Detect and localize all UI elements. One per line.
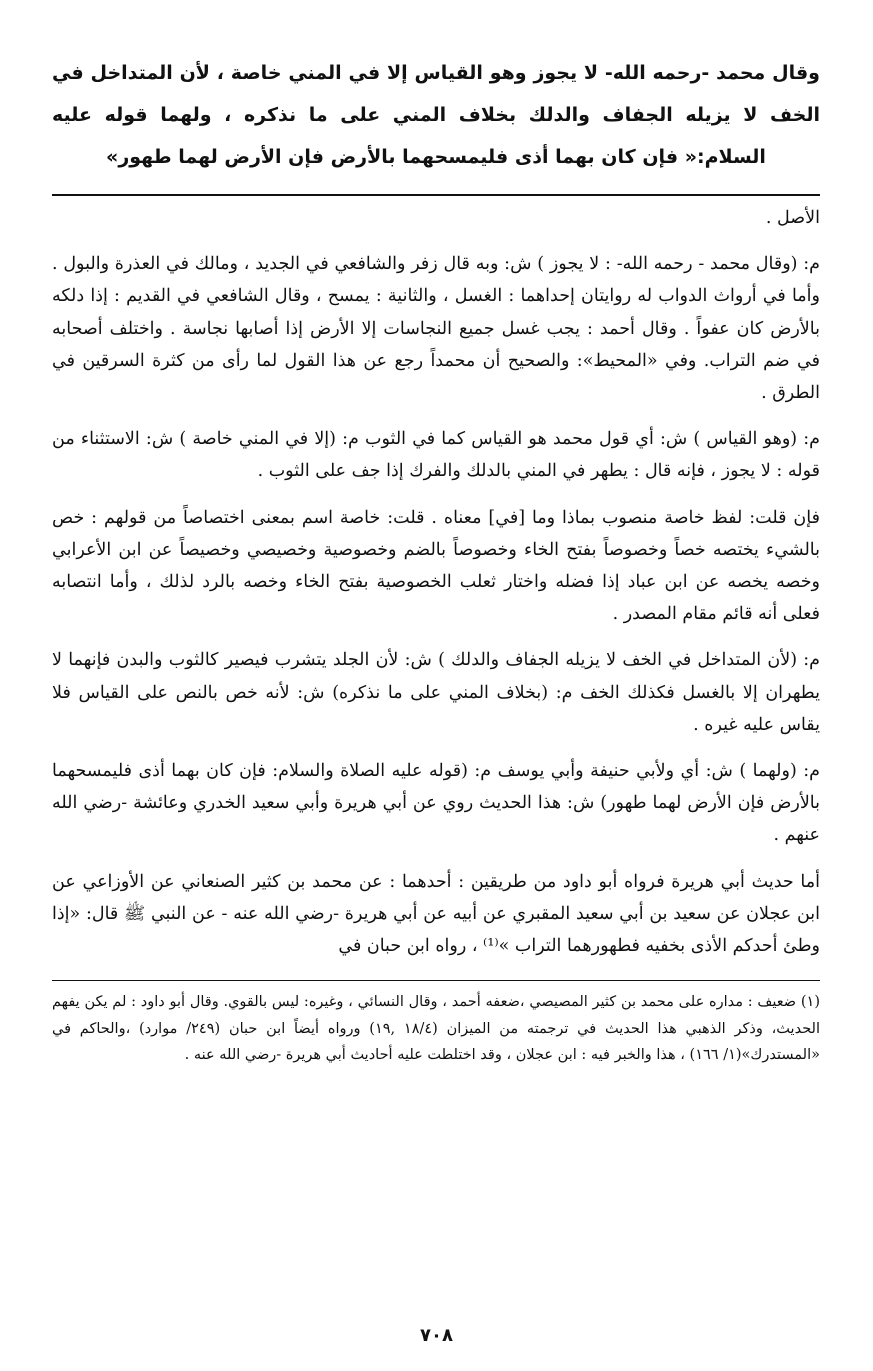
commentary-paragraph-4: م: (لأن المتداخل في الخف لا يزيله الجفاف والدلك ) ش: لأن الجلد يتشرب فيصير كالثوب والبدن فإنهما لا يطهران إلا بالغسل فكذلك الخف م: (بخلاف المني على ما نذكره) ش: لأنه خص بالنص على القياس فلا يقاس عليه غيره . xyxy=(52,650,820,735)
footnote: (١) ضعيف : مداره على محمد بن كثير المصيصي ،ضعفه أحمد ، وقال النسائي ، وغيره: ليس بالقوي. وقال أبو داود : لم يكن يفهم الحديث، وذكر الذهبي هذا الحديث في ترجمته من الميزان (١٨/٤ ,١٩) ورواه أيضاً ابن حبان (٢٤٩/ موارد) ،والحاكم في «المستدرك»(١/ ١٦٦) ، هذا والخبر فيه : ابن عجلان ، وقد اختلطت عليه أحاديث أبي هريرة -رضي الله عنه . xyxy=(52,994,821,1064)
commentary-paragraph-2: م: (وهو القياس ) ش: أي قول محمد هو القياس كما في الثوب م: (إلا في المني خاصة ) ش: الاستثناء من قوله : لا يجوز ، فإنه قال : يطهر في المني بالدلك والفرك إذا جف على الثوب . xyxy=(52,429,820,482)
commentary-paragraph-1: م: (وقال محمد - رحمه الله- : لا يجوز ) ش: وبه قال زفر والشافعي في الجديد ، ومالك في العذرة والبول . وأما في أرواث الدواب له روايتان إحداهما : الغسل ، والثانية : يمسح ، وقال الشافعي في القديم : إذا دلكه بالأرض كان عفواً . وقال أحمد : يجب غسل جميع النجاسات إلا الأرض إذا أصابها نجاسة . واختلف أصحابه في ضم التراب. وفي «المحيط»: والصحيح أن محمداً رجع عن هذا القول لما رأى من كثرة السرقين في الطرق . xyxy=(52,254,820,404)
matn-header: وقال محمد -رحمه الله- لا يجوز وهو القياس إلا في المني خاصة ، لأن المتداخل في الخف لا يزيله الجفاف والدلك بخلاف المني على ما نذكره ، ولهما قوله عليه السلام:« فإن كان بهما أذى فليمسحهما بالأرض فإن الأرض لهما طهور» xyxy=(52,62,820,168)
header-divider xyxy=(52,194,820,196)
footnote-divider xyxy=(52,980,820,981)
commentary-paragraph-3: فإن قلت: لفظ خاصة منصوب بماذا وما [في] معناه . قلت: خاصة اسم بمعنى اختصاصاً من قولهم : خص بالشيء يختصه خصاً وخصوصاً بفتح الخاء وخصوصاً بالضم وخصوصية وخصيصي وخصيصاً عن ابن الأعرابي وخصه يخصه عن ابن عباد إذا فضله واختار ثعلب الخصوصية بفتح الخاء وخصه بالرد لذلك ، وأما انتصابه فعلى أنه قائم مقام المصدر . xyxy=(52,507,820,625)
page-content xyxy=(52,52,820,1069)
commentary-paragraph-5: م: (ولهما ) ش: أي ولأبي حنيفة وأبي يوسف م: (قوله عليه الصلاة والسلام: فإن كان بهما أذى فليمسحهما بالأرض فإن الأرض لهما طهور) ش: هذا الحديث روي عن أبي هريرة وأبي سعيد الخدري وعائشة -رضي الله عنهم . xyxy=(52,761,820,846)
page-number: ٧٠٨ xyxy=(420,1325,453,1346)
commentary-paragraph-6: أما حديث أبي هريرة فرواه أبو داود من طريقين : أحدهما : عن محمد بن كثير الصنعاني عن الأوزاعي عن ابن عجلان عن سعيد بن أبي سعيد المقبري عن أبيه عن أبي هريرة -رضي الله عنه - عن النبي ﷺ قال: «إذا وطئ أحدكم الأذى بخفيه فطهورهما التراب »⁽¹⁾ ، رواه ابن حبان في xyxy=(52,871,820,957)
commentary-paragraph-0: الأصل . xyxy=(765,208,820,228)
